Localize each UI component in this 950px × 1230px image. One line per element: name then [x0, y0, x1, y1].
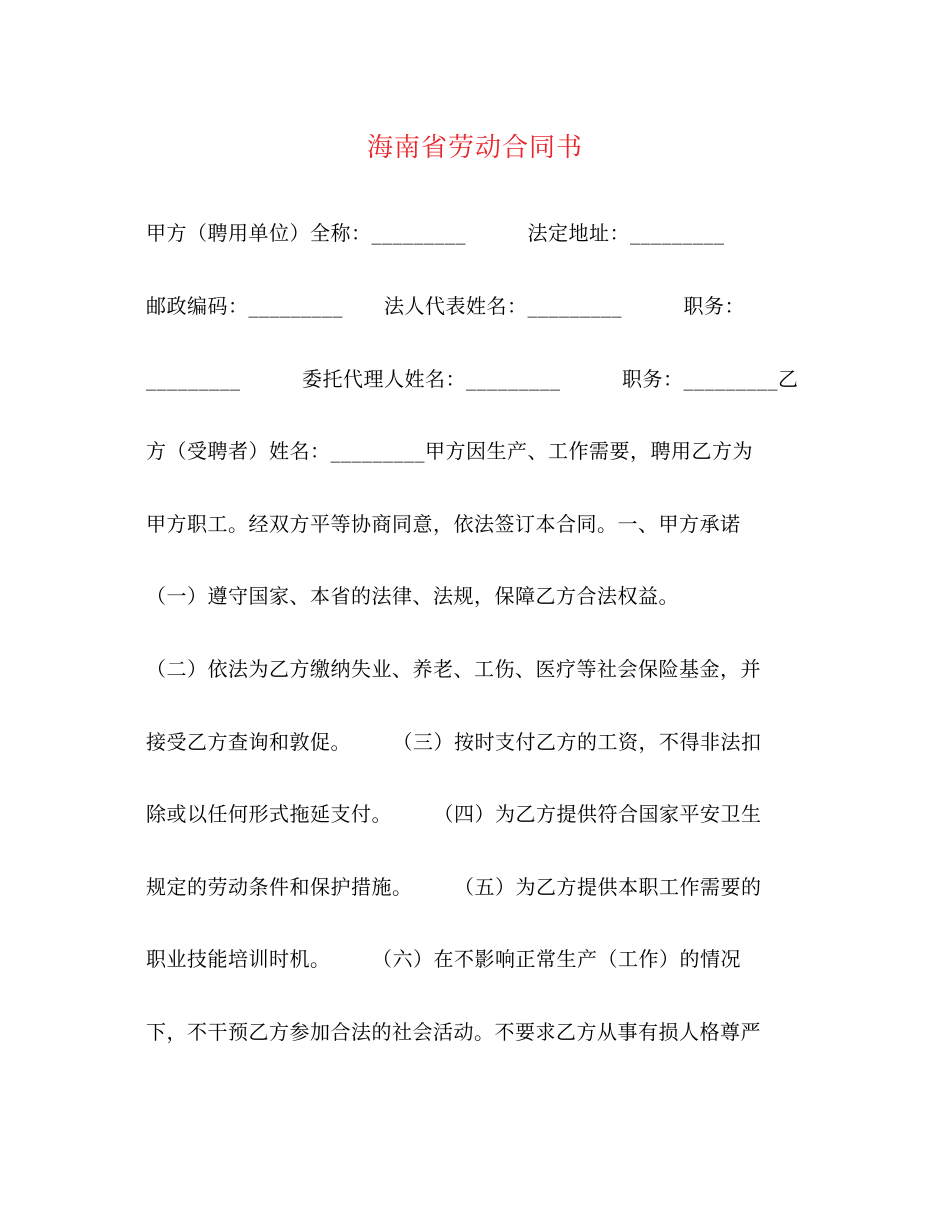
- text-line-7: （二）依法为乙方缴纳失业、养老、工伤、医疗等社会保险基金，并: [146, 657, 761, 681]
- text-line-6: （一）遵守国家、本省的法律、法规，保障乙方合法权益。: [146, 584, 679, 608]
- text-line-5: 甲方职工。经双方平等协商同意，依法签订本合同。一、甲方承诺: [146, 512, 741, 536]
- text-line-9: 除或以任何形式拖延支付。 （四）为乙方提供符合国家平安卫生: [146, 802, 762, 826]
- text-line-12: 下，不干预乙方参加合法的社会活动。不要求乙方从事有损人格尊严: [146, 1020, 761, 1044]
- text-line-11: 职业技能培训时机。 （六）在不影响正常生产（工作）的情况: [146, 947, 741, 971]
- text-line-1: 甲方（聘用单位）全称：_________ 法定地址：_________: [146, 221, 725, 245]
- text-line-4: 方（受聘者）姓名：_________甲方因生产、工作需要，聘用乙方为: [146, 439, 753, 463]
- text-line-10: 规定的劳动条件和保护措施。 （五）为乙方提供本职工作需要的: [146, 875, 762, 899]
- text-line-2: 邮政编码：_________ 法人代表姓名：_________ 职务：: [146, 294, 745, 318]
- text-line-8: 接受乙方查询和敦促。 （三）按时支付乙方的工资，不得非法扣: [146, 730, 762, 754]
- document-title: 海南省劳动合同书: [366, 133, 583, 163]
- text-line-3: _________ 委托代理人姓名：_________ 职务：_________乙: [146, 367, 799, 391]
